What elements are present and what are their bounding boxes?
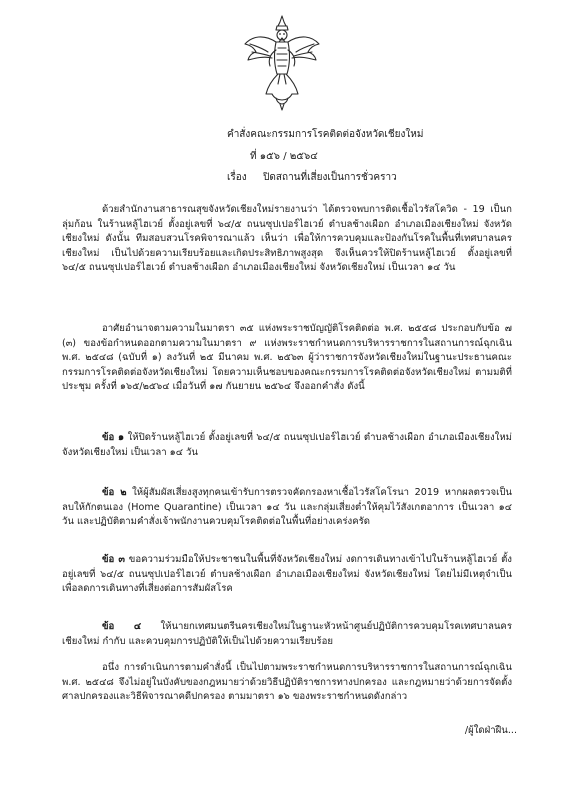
closing-paragraph: อนึ่ง การดำเนินการตามคำสั่งนี้ เป็นไปตามพระราชกำหนดการบริหารราชการในสถานการณ์ฉุกเฉิน พ.ศ. ๒๕๔๘ จึงไม่อยู่ในบังคับของกฎหมายว่าด้วยวิธีปฏิบัติราชการทางปกครอง และกฎหมายว่าด้วยการจัดตั้งศาลปกครองและวิธีพิจารณาคดีปกครอง ตามมาตรา ๑๖ ของพระราชกำหนดดังกล่าว <box>62 662 512 703</box>
clause-text: ให้ปิดร้านหลู้ไฮเวย์ ตั้งอยู่เลขที่ ๖๔/๕ ถนนซุปเปอร์ไฮเวย์ ตำบลช้างเผือก อำเภอเมืองเชียงใหม่ จังหวัดเชียงใหม่ เป็นเวลา ๑๔ วัน <box>62 432 512 458</box>
clause-text: ขอความร่วมมือให้ประชาชนในพื้นที่จังหวัดเชียงใหม่ งดการเดินทางเข้าไปในร้านหลู้ไฮเวย์ ตั้งอยู่เลขที่ ๖๔/๕ ถนนซุปเปอร์ไฮเวย์ ตำบลช้างเผือก อำเภอเมืองเชียงใหม่ จังหวัดเชียงใหม่ โดยไม่มีเหตุจำเป็น เพื่อลดการเดินทางที่เสี่ยงต่อการสัมผัสโรค <box>62 554 512 595</box>
clause-label: ข้อ ๒ <box>102 487 127 498</box>
garuda-emblem-icon <box>242 14 322 112</box>
intro-paragraph: ด้วยสำนักงานสาธารณสุขจังหวัดเชียงใหม่รายงานว่า ได้ตรวจพบการติดเชื้อไวรัสโควิด - 19 เป็นกลุ่มก้อน ในร้านหลู้ไฮเวย์ ตั้งอยู่เลขที่ ๖๔/๕ ถนนซุปเปอร์ไฮเวย์ ตำบลช้างเผือก อำเภอเมืองเชียงใหม่ จังหวัดเชียงใหม่ ดังนั้น ทีมสอบสวนโรคพิจารณาแล้ว เห็นว่า เพื่อให้การควบคุมและป้องกันโรคในพื้นที่เทศบาลนครเชียงใหม่ เป็นไปด้วยความเรียบร้อยและเกิดประสิทธิภาพสูงสุด จึงเห็นควรให้ปิดร้านหลู้ไฮเวย์ ตั้งอยู่เลขที่ ๖๔/๕ ถนนซุปเปอร์ไฮเวย์ ตำบลช้างเผือก อำเภอเมืองเชียงใหม่ จังหวัดเชียงใหม่ เป็นเวลา ๑๔ วัน <box>62 204 512 274</box>
order-title: คำสั่งคณะกรรมการโรคติดต่อจังหวัดเชียงใหม่ <box>227 129 424 140</box>
clause-label: ข้อ ๑ <box>102 432 125 443</box>
clause-label: ข้อ ๓ <box>102 554 125 565</box>
subject-line <box>227 171 397 184</box>
clause-label: ข้อ ๔ <box>102 621 142 632</box>
authority-paragraph: อาศัยอำนาจตามความในมาตรา ๓๕ แห่งพระราชบัญญัติโรคติดต่อ พ.ศ. ๒๕๕๘ ประกอบกับข้อ ๗ (๓) ของข้อกำหนดออกตามความในมาตรา ๙ แห่งพระราชกำหนดการบริหารราชการในสถานการณ์ฉุกเฉิน พ.ศ. ๒๕๔๘ (ฉบับที่ ๑) ลงวันที่ ๒๕ มีนาคม พ.ศ. ๒๕๖๓ ผู้ว่าราชการจังหวัดเชียงใหม่ในฐานะประธานคณะกรรมการโรคติดต่อจังหวัดเชียงใหม่ โดยความเห็นชอบของคณะกรรมการโรคติดต่อจังหวัดเชียงใหม่ ตามมติที่ประชุม ครั้งที่ ๑๖๕/๒๕๖๔ เมื่อวันที่ ๑๗ กันยายน ๒๕๖๔ จึงออกคำสั่ง ดังนี้ <box>62 323 512 393</box>
clause-1 <box>62 431 512 460</box>
clause-text: ให้ผู้สัมผัสเสี่ยงสูงทุกคนเข้ารับการตรวจคัดกรองหาเชื้อไวรัสโคโรนา 2019 หากผลตรวจเป็นลบให้กักตนเอง (Home Quarantine) เป็นเวลา ๑๔ วัน และกลุ่มเสี่ยงต่ำให้คุมไว้สังเกตอาการ เป็นเวลา ๑๔ วัน และปฏิบัติตามคำสั่งเจ้าพนักงานควบคุมโรคติดต่อในพื้นที่อย่างเคร่งครัด <box>62 487 512 528</box>
subject-label: เรื่อง <box>227 172 247 183</box>
continued-note: /ผู้ใดฝ่าฝืน... <box>464 725 517 736</box>
clause-4 <box>62 620 512 649</box>
order-number: ที่ ๑๕๖ / ๒๕๖๔ <box>250 151 318 162</box>
clause-3 <box>62 553 512 597</box>
clause-text: ให้นายกเทศมนตรีนครเชียงใหม่ในฐานะหัวหน้าศูนย์ปฏิบัติการควบคุมโรคเทศบาลนครเชียงใหม่ กำกับ และควบคุมการปฏิบัติให้เป็นไปด้วยความเรียบร้อย <box>62 621 512 647</box>
clause-2 <box>62 486 512 530</box>
subject-text: ปิดสถานที่เสี่ยงเป็นการชั่วคราว <box>263 172 397 183</box>
